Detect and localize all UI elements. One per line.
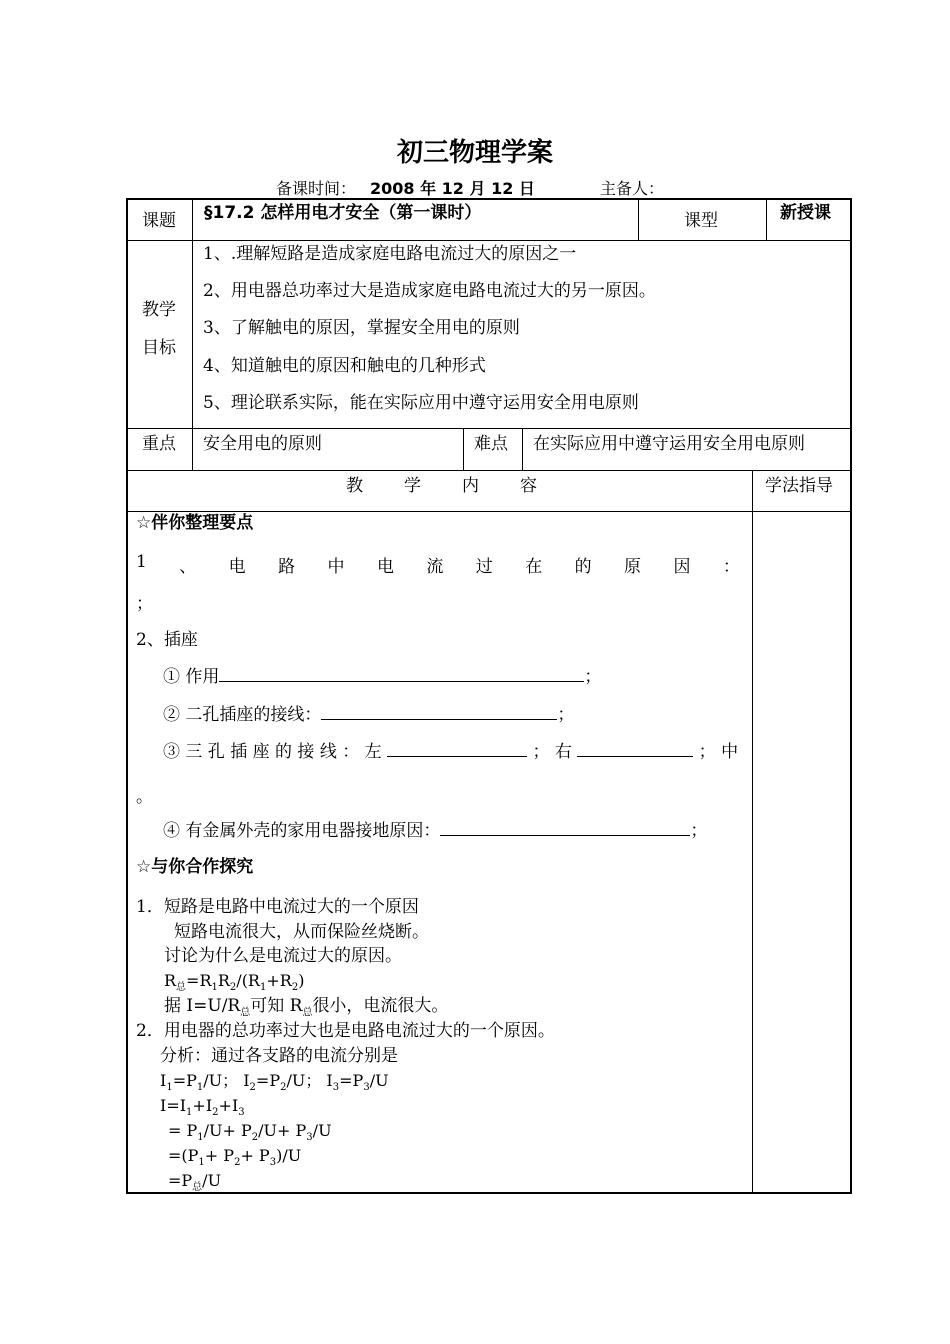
topic-label: 课题: [142, 211, 176, 231]
content-header-char: 内: [462, 476, 479, 496]
content-header-char: 教: [346, 476, 363, 496]
para-short-circuit: 1．短路是电路中电流过大的一个原因: [136, 897, 419, 917]
type-label: 课型: [684, 211, 718, 231]
objectives-label-1: 教学: [142, 300, 176, 320]
question-1-tail: ；: [136, 594, 153, 614]
objective-item: 1、.理解短路是造成家庭电路电流过大的原因之一: [203, 244, 577, 264]
three-hole-tail: 。: [136, 787, 153, 807]
content-header-char: 容: [520, 476, 537, 496]
type-value: 新授课: [780, 203, 831, 223]
prep-time-label: 备课时间：: [276, 179, 357, 198]
objective-item: 5、理论联系实际，能在实际应用中遵守运用安全用电原则: [203, 393, 639, 413]
key-point: 安全用电的原则: [203, 434, 322, 454]
question-1: 1 、 电 路 中 电 流 过 在 的 原 因 ：: [136, 552, 740, 577]
objective-item: 3、了解触电的原因，掌握安全用电的原则: [203, 318, 520, 338]
formula-r-total: $R_总=R_1R_2/(R_1+R_2)$: [164, 971, 305, 994]
para-line: 短路电流很大，从而保险丝烧断。: [174, 922, 429, 942]
objective-item: 2、用电器总功率过大是造成家庭电路电流过大的另一原因。: [203, 281, 656, 301]
para-line: 据 $I=U/R_总$可知 $R_总$很小，电流很大。: [164, 996, 449, 1019]
para-line: 分析：通过各支路的电流分别是: [160, 1046, 398, 1066]
section-heading: ☆伴你整理要点: [136, 513, 254, 533]
difficulty-point: 在实际应用中遵守运用安全用电原则: [533, 434, 805, 454]
page-title: 初三物理学案: [396, 138, 553, 168]
preparer-label: 主备人：: [600, 179, 665, 198]
objectives-label-2: 目标: [142, 338, 176, 358]
section-heading: ☆与你合作探究: [136, 857, 254, 877]
socket-function: ① 作用 ；: [163, 667, 602, 687]
formula-sum: $I=I_1+I_2+I_3$: [160, 1096, 245, 1119]
formula-step: = $P_1/U+ P_2/U+ P_3/U$: [168, 1121, 332, 1144]
answer-blank[interactable]: [387, 742, 527, 757]
prep-time: 2008 年 12 月 12 日: [370, 179, 535, 198]
answer-blank[interactable]: [321, 705, 557, 720]
answer-blank[interactable]: [219, 667, 584, 682]
three-hole-socket: ③ 三 孔 插 座 的 接 线 ： 左 ； 右 ； 中: [163, 742, 739, 762]
two-hole-socket: ② 二孔插座的接线： ；: [163, 705, 575, 725]
grounding-reason: ④ 有金属外壳的家用电器接地原因： ；: [163, 821, 708, 841]
lesson-table: [126, 198, 852, 1194]
key-label: 重点: [142, 434, 176, 454]
formula-branch-currents: $I_1=P_1/U$； $I_2=P_2/U$； $I_3=P_3/U$: [160, 1071, 389, 1094]
answer-blank[interactable]: [577, 742, 693, 757]
topic-value: §17.2 怎样用电才安全（第一课时）: [204, 203, 482, 223]
formula-step: $=P_总/U$: [168, 1171, 222, 1194]
para-line: 讨论为什么是电流过大的原因。: [164, 946, 402, 966]
difficulty-label: 难点: [474, 434, 508, 454]
objective-item: 4、知道触电的原因和触电的几种形式: [203, 356, 486, 376]
study-guide-label: 学法指导: [765, 476, 833, 496]
answer-blank[interactable]: [440, 821, 690, 836]
para-total-power: 2．用电器的总功率过大也是电路电流过大的一个原因。: [136, 1021, 555, 1041]
formula-step: $=(P_1+ P_2+ P_3)/U$: [168, 1146, 302, 1169]
content-header-char: 学: [404, 476, 421, 496]
question-2: 2、插座: [136, 630, 198, 650]
